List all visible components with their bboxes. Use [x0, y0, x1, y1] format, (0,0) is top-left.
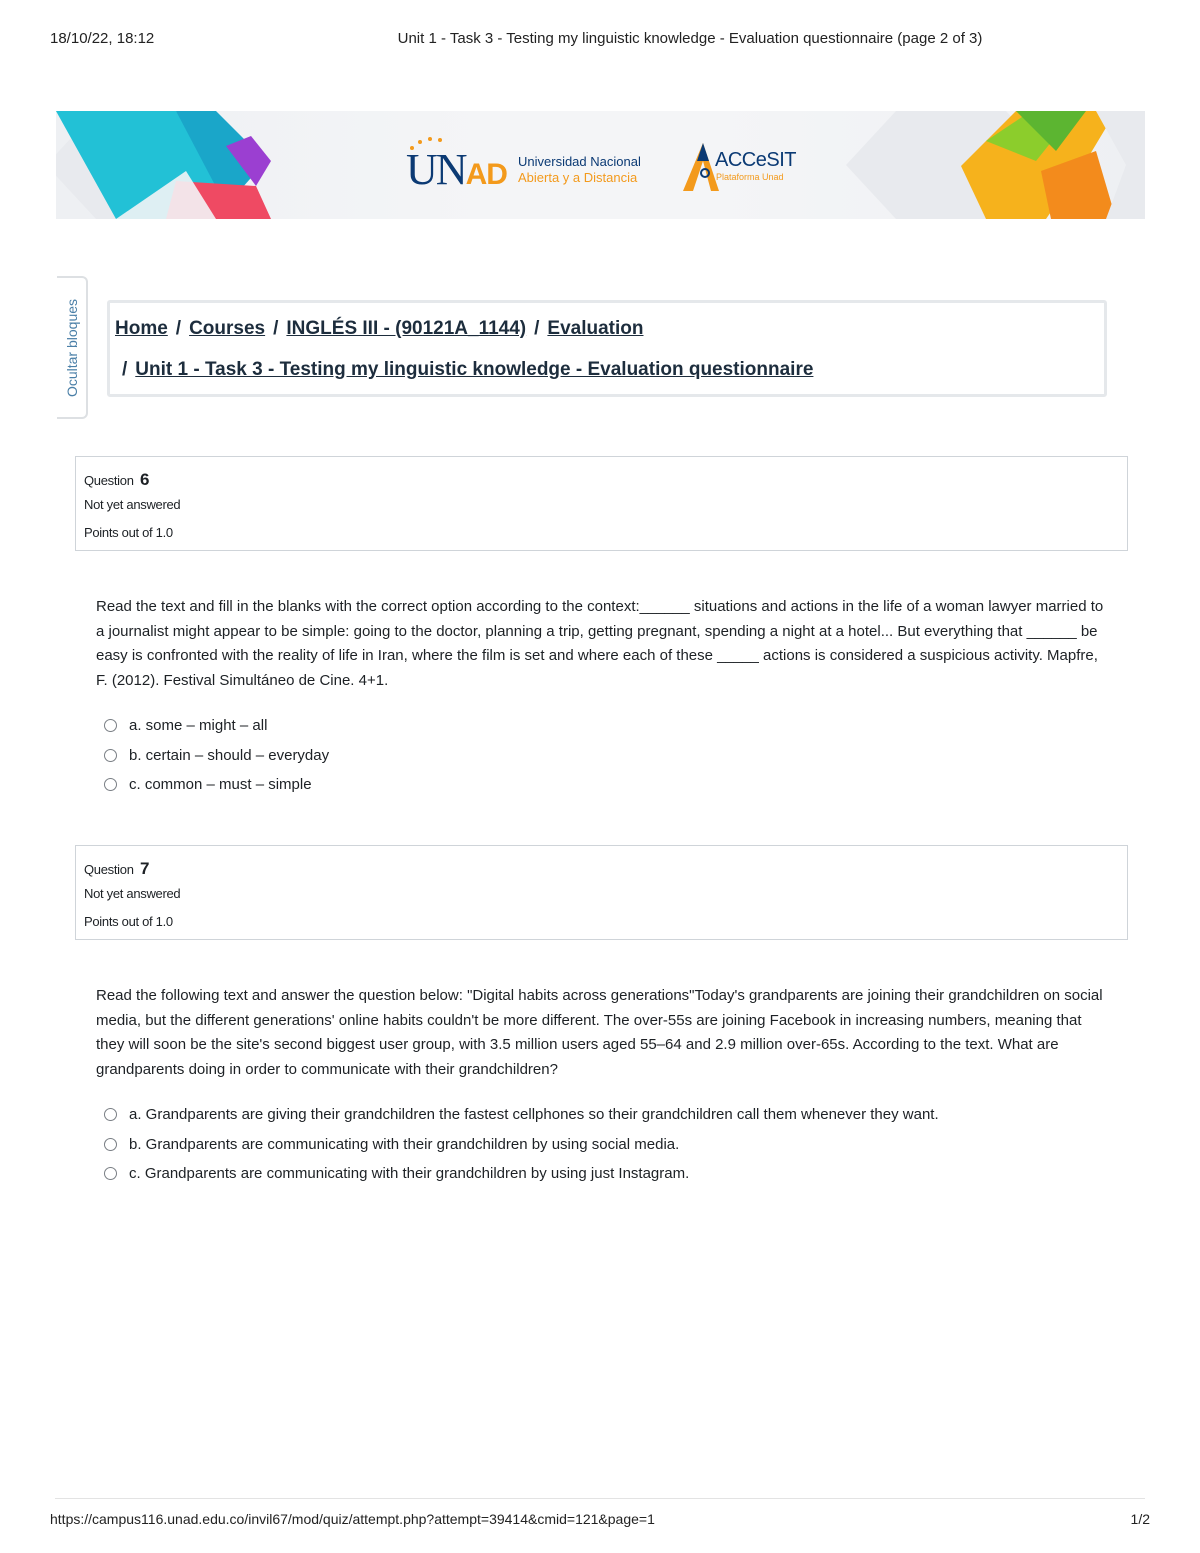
question-number — [84, 859, 149, 879]
print-page-number: 1/2 — [1130, 1511, 1150, 1527]
radio-button[interactable] — [104, 1108, 117, 1121]
question-number — [84, 470, 149, 490]
answer-label[interactable]: c. Grandparents are communicating with their grandchildren by using just Instagram. — [129, 1165, 690, 1183]
radio-button[interactable] — [104, 1138, 117, 1151]
breadcrumb-home-link[interactable]: Home — [115, 318, 168, 339]
unad-line1: Universidad Nacional — [518, 154, 641, 169]
print-title: Unit 1 - Task 3 - Testing my linguistic knowledge - Evaluation questionnaire (page 2 of 3) — [397, 30, 983, 47]
breadcrumb-separator: / — [122, 359, 128, 380]
unad-line2: Abierta y a Distancia — [518, 170, 638, 185]
print-header — [50, 30, 1150, 50]
question-text-6: Read the text and fill in the blanks with the correct option according to the context:______ situations and actions in the life of a woman lawyer married to a journalist might appear to be simple: going to the doctor, planning a trip, getting pregnant, spending a night at a hotel... But everything that ______ be easy is confronted with the reality of life in Iran, where the film is set and where each of these _____ actions is considered a suspicious activity. Mapfre, F. (2012). Festival Simultáneo de Cine. 4+1. — [96, 598, 1104, 689]
question-info-6 — [75, 456, 1128, 551]
radio-button[interactable] — [104, 1167, 117, 1180]
breadcrumb-separator: / — [273, 318, 279, 339]
breadcrumb-courses-link[interactable]: Courses — [189, 318, 266, 339]
question-state: Not yet answered — [84, 886, 181, 901]
print-url: https://campus116.unad.edu.co/invil67/mod/quiz/attempt.php?attempt=39414&cmid=121&page=1 — [50, 1511, 655, 1527]
print-footer — [50, 1511, 1150, 1531]
answer-label[interactable]: b. Grandparents are communicating with their grandchildren by using social media. — [129, 1135, 680, 1153]
answer-label[interactable]: a. some – might – all — [129, 717, 268, 734]
answer-label[interactable]: c. common – must – simple — [129, 776, 312, 794]
question-grade: Points out of 1.0 — [84, 914, 173, 929]
unad-mark: UN — [406, 145, 466, 194]
unad-text — [518, 154, 641, 186]
radio-button[interactable] — [104, 778, 117, 791]
breadcrumb-separator: / — [175, 318, 182, 339]
print-date: 18/10/22, 18:12 — [50, 30, 155, 47]
question-number-value: 6 — [139, 470, 150, 489]
breadcrumb-separator: / — [534, 318, 540, 339]
radio-button[interactable] — [104, 749, 117, 762]
unad-logo — [402, 136, 652, 198]
footer-divider — [55, 1498, 1145, 1499]
unad-wordmark — [406, 144, 507, 195]
radio-button[interactable] — [104, 719, 117, 732]
breadcrumb-line-1 — [115, 318, 643, 340]
breadcrumb-course-link[interactable]: INGLÉS III - (90121A_1144) — [286, 318, 527, 339]
question-number-value: 7 — [139, 859, 150, 878]
hide-blocks-tab[interactable] — [57, 276, 88, 419]
question-text-7: Read the following text and answer the question below: "Digital habits across generations"Today's grandparents are joining their grandchildren on social media, but the different generations' online habits couldn't be more different. The over-55s are joining Facebook in increasing numbers, meaning that they will soon be the site's second biggest user group, with 3.5 million users aged 55–64 and 2.9 million over-65s. According to the text. What are grandparents doing in order to communicate with their grandchildren? — [96, 987, 1103, 1078]
accesit-name: ACCeSIT — [715, 149, 796, 171]
unad-mark-accent: AD — [465, 158, 507, 191]
question-label: Question — [84, 862, 134, 877]
breadcrumb-section-link[interactable]: Evaluation — [547, 318, 644, 339]
accesit-logo — [681, 139, 831, 195]
question-label: Question — [84, 473, 134, 488]
hide-blocks-label: Ocultar bloques — [63, 298, 80, 397]
answer-label[interactable]: b. certain – should – everyday — [129, 746, 330, 764]
question-grade: Points out of 1.0 — [84, 525, 173, 540]
breadcrumb — [107, 300, 1107, 397]
question-state: Not yet answered — [84, 497, 181, 512]
breadcrumb-activity-link[interactable]: Unit 1 - Task 3 - Testing my linguistic knowledge - Evaluation questionnaire — [135, 359, 814, 380]
accesit-sub: Plataforma Unad — [716, 172, 784, 182]
answer-label[interactable]: a. Grandparents are giving their grandchildren the fastest cellphones so their grandchildren call them whenever they want. — [129, 1106, 939, 1123]
site-banner — [56, 111, 1145, 219]
question-info-7 — [75, 845, 1128, 940]
breadcrumb-line-2 — [122, 359, 813, 381]
